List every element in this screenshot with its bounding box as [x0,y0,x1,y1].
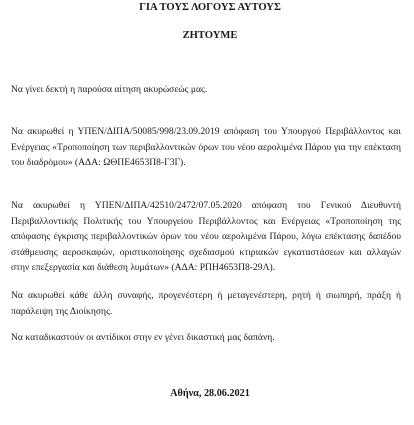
paragraph-accept-application: Να γίνει δεκτή η παρούσα αίτηση ακυρώσεώς μας. [11,84,208,95]
heading-request: ΖΗΤΟΥΜΕ [182,30,238,41]
paragraph-annul-decision-2020: Να ακυρωθεί η ΥΠΕΝ/ΔΙΠΑ/42510/2472/07.05.2020 απόφαση του Γενικού Διευθυντή Περιβαλλοντικής Πολιτικής του Υπουργείου Περιβάλλοντος και Ενέργειας «Τροποποίηση της απόφασης έγκρισης περιβαλλοντικών όρων του νέου αερολιμένα Πάρου, λόγω επέκτασης δαπέδου στάθμευσης αεροσκαφών, οριστικοποίησης σχεδιασμού κτιριακών εγκαταστάσεων και αλλαγών στην επεξεργασία και διάθεση λυμάτων» (ΑΔΑ: ΡΠΗ4653Π8-29Λ). [11,200,401,274]
place-date: Αθήνα, 28.06.2021 [170,388,250,399]
paragraph-annul-decision-2019: Να ακυρωθεί η ΥΠΕΝ/ΔΙΠΑ/50085/998/23.09.2019 απόφαση του Υπουργού Περιβάλλοντος και Ενέργειας «Τροποποίηση των περιβαλλοντικών όρων του νέου αερολιμένα Πάρου για την επέκταση του διαδρόμου» (ΑΔΑ: ΩΘΠΕ4653Π8-Γ3Γ). [11,126,401,169]
paragraph-court-costs: Να καταδικαστούν οι αντίδικοι στην εν γένει δικαστική μας δαπάνη. [11,332,275,343]
heading-reasons: ΓΙΑ ΤΟΥΣ ΛΟΓΟΥΣ ΑΥΤΟΥΣ [139,2,281,13]
paragraph-annul-other-acts: Να ακυρωθεί κάθε άλλη συναφής, προγενέστερη ή μεταγενέστερη, ρητή ή σιωπηρή, πράξη ή παράλειψη της Διοίκησης. [11,290,401,317]
